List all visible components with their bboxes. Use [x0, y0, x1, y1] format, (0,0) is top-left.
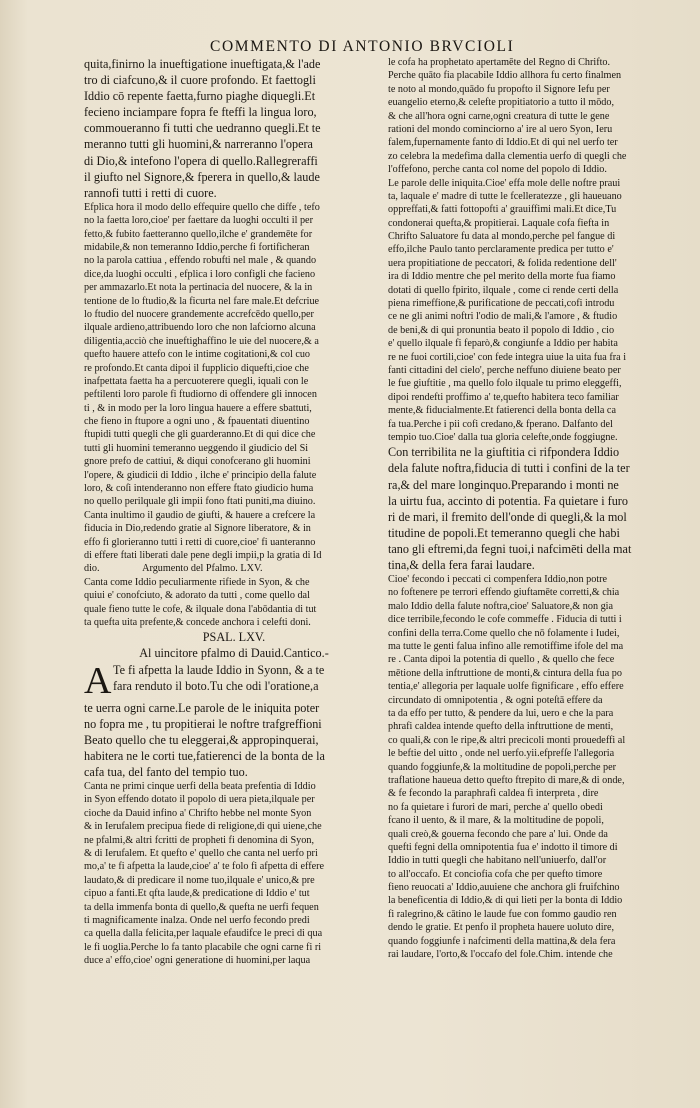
- text-line: phrafi caldea intende quefto della inftruttione de menti,: [388, 721, 614, 733]
- text-line: rannofi tutti i retti di cuore.: [84, 185, 217, 200]
- text-line: Le parole delle iniquita.Cioe' effa mole delle noftre praui: [388, 177, 621, 189]
- text-line: effo,ilche Paulo tanto perclaramente predica per tutto e': [388, 244, 614, 256]
- text-line: che fieno in ftupore a ogni uno , & fpauentati diuentino: [84, 416, 310, 428]
- text-line: cipuo a fanti.Et qfta laude,& predicatione di Iddio e' tut: [84, 888, 310, 900]
- text-line: lo ftudio del nuocere grandemente accrefcēdo quello,per: [84, 308, 314, 320]
- psalm-text-first-lines: [84, 662, 384, 694]
- right-commentary-bottom: [388, 573, 690, 961]
- text-line: le fue giuftitie , ma quello folo ilquale tu primo eleggeffi,: [388, 378, 622, 390]
- text-line: dipoi rendefti proffimo a' te,quefto habitera teco familiar: [388, 391, 619, 403]
- text-line: quiui e' conofciuto, & adorato da tutti , come quello dal: [84, 590, 310, 602]
- text-line: gnore prefo de cattiui, & diqui conofcerano gli huomini: [84, 456, 311, 468]
- left-commentary-explanation: [84, 201, 384, 563]
- text-line: commoueranno fi tutti che uedranno quegli.Et te: [84, 121, 321, 136]
- text-line: quando foggiunfe i nafcimenti della mattina,& dela fera: [388, 935, 616, 947]
- text-line: e' quello ilquale fi feparò,& congiunfe a Iddio per habita: [388, 338, 618, 350]
- right-column: [388, 56, 690, 1096]
- text-line: Iddio cō repente faetta,furno piaghe diquegli.Et: [84, 89, 316, 104]
- text-line: fa tua.Perche i pii cofi credano,& fperano. Dalfanto del: [388, 418, 613, 430]
- text-line: Canta come Iddio peculiarmente rifiede in Syon, & che: [84, 576, 310, 588]
- text-line: traflatione haueua detto quefto ftrepito di mare,& di onde,: [388, 774, 625, 786]
- text-line: ra,& del mare longinquo.Preparando i monti ne: [388, 477, 619, 492]
- psalm-opening: [84, 659, 384, 702]
- text-line: re ne fuoi cortili,cioe' con fede integra uiue la uita fua fra i: [388, 351, 627, 363]
- text-line: ri de mari, il fremito dell'onde di quegli,& la mol: [388, 509, 627, 524]
- text-line: l'opere, & giudicii di Iddio , ilche e' principio della falute: [84, 469, 317, 481]
- text-line: re . Canta dipoi la potentia di quello , & quello che fece: [388, 654, 615, 666]
- text-line: meranno tutti gli huomini,& narreranno l'opera: [84, 137, 313, 152]
- text-line: falem,fupernamente fanto di Iddio.Et di qui nel uerfo ter: [388, 137, 618, 149]
- text-line: di Dio,& intefono l'opera di quello.Rallegreraffi: [84, 153, 318, 168]
- text-line: to all'occafo. Et conciofia cofa che per quefto timore: [388, 868, 603, 880]
- text-line: dotati di quello fpirito, ilquale , come ci rende certi della: [388, 284, 619, 296]
- text-line: mo,a' te fi afpetta la laude,cioe' a' te folo fi afpetta di effere: [84, 861, 325, 873]
- text-line: circundato di omnipotentia , & ogni poteſtā effere da: [388, 694, 603, 706]
- text-line: fetto,& fubito faetteranno quello,ilche e' grandemēte for: [84, 228, 313, 240]
- text-line: no quello perilquale gli impii fono ftati puniti,ma diuino.: [84, 496, 316, 508]
- text-line: confini della terra.Come quello che nō folamente i Iudei,: [388, 627, 620, 639]
- text-line: titudine de popoli.Et temeranno quegli che habi: [388, 525, 620, 540]
- text-line: ta della immenfa bonta di quello,& quefta ne uerfi fequen: [84, 901, 319, 913]
- text-line: per ammazarlo.Et nota la pertinacia del nuocere, & la in: [84, 282, 313, 294]
- argument-text: [84, 576, 384, 630]
- text-line: Te fi afpetta la laude Iddio in Syonn, & a te: [113, 662, 325, 677]
- argument-line: [84, 562, 384, 575]
- argument-title: Argumento del Pfalmo. LXV.: [142, 563, 263, 575]
- psalm-heading: Al uincitore pfalmo di Dauid.Cantico.-: [139, 646, 329, 661]
- argument-lead: dio.: [84, 563, 100, 575]
- text-line: fiducia in Dio,redendo gratie al Signore liberatore, & in: [84, 523, 311, 535]
- text-line: mente,& fiducialmente.Et fatierenci della bonta della ca: [388, 405, 616, 417]
- text-line: loro, & coſi intenderanno non effere ftato giudicio huma: [84, 483, 314, 495]
- text-line: euangelio eterno,& celefte propitiatorio a tutto il mōdo,: [388, 97, 615, 109]
- text-line: ti magnificamente inalza. Onde nel uerfo fecondo predi: [84, 914, 310, 926]
- text-line: ti , & in modo per la loro lingua hauere a effere sbattuti,: [84, 402, 312, 414]
- text-line: diligentia,acciò che inueftighaffino le uie del nuocere,& a: [84, 335, 319, 347]
- text-line: no la faetta loro,cioe' per faettare da luoghi occulti il per: [84, 215, 313, 227]
- text-line: ne pfalmi,& altri fcritti de propheti fi denomina di Syon,: [84, 834, 315, 846]
- text-line: condonerai quefta,& propitierai. Laquale cofa fiefta in: [388, 217, 610, 229]
- text-line: & fe fecondo la paraphrafi caldea fi interpreta , dire: [388, 788, 599, 800]
- text-line: cioche da Dauid infino a' Chrifto hebbe nel monte Syon: [84, 807, 312, 819]
- text-line: tutti gli huomini temeranno ueggendo il giudicio del Si: [84, 442, 309, 454]
- text-line: effo fi glorieranno tutti i retti di cuore,cioe' fi uanteranno: [84, 536, 316, 548]
- text-line: quefto hauere attefo con le intime cogitationi,& col cuo: [84, 349, 311, 361]
- text-line: dice terribile,fecondo le cofe commeffe . Fiducia di tutti i: [388, 614, 622, 626]
- text-line: Canta inultimo il gaudio de giufti, & hauere a crefcere la: [84, 509, 316, 521]
- text-line: fara renduto il boto.Tu che odi l'oratione,a: [113, 678, 319, 693]
- text-line: dendo le gratie. Et penfo il propheta hauere uoluto dire,: [388, 922, 615, 934]
- text-line: no la parola cattiua , effendo robufti nel male , & quando: [84, 255, 317, 267]
- text-line: tentione de lo ftudio,& la ficurta nel fare male.Et defcriue: [84, 295, 320, 307]
- text-line: Canta ne primi cinque uerfi della beata prefentia di Iddio: [84, 781, 316, 792]
- text-line: cafa tua, del fanto del tempio tuo.: [84, 764, 248, 779]
- text-line: te uerra ogni carne.Le parole de le iniquita poter: [84, 700, 320, 715]
- left-column: [84, 56, 384, 1096]
- text-line: oppreffati,& fatti fottopofti a' grauiffimi mali.Et dice,Tu: [388, 204, 617, 216]
- text-line: ta quefta uita prefente,& concede anchora i celefti doni.: [84, 616, 311, 628]
- text-line: la beneficentia di Iddio,& di qui lieti per la bonta di Iddio: [388, 895, 623, 907]
- text-line: duce a' effo,cioe' ogni generatione di huomini,per laqua: [84, 955, 311, 967]
- text-line: in Syon effendo dotato il popolo di uera pieta,ilquale per: [84, 794, 315, 806]
- text-line: ira di Iddio mentre che pel merito della morte fua fiamo: [388, 271, 616, 283]
- text-line: le fi uoglia.Perche lo fa tanto placabile che ogni carne fi ri: [84, 941, 322, 953]
- drop-cap-initial: A: [84, 659, 112, 702]
- text-line: ilquale ardieno,attribuendo loro che non lafciorno alcuna: [84, 322, 316, 334]
- text-line: te noto al mondo,quādo fu propofto il Signore Iefu per: [388, 83, 610, 95]
- text-line: fcano il uento, & il mare, & la moltitudine de popoli,: [388, 815, 604, 827]
- text-line: quefti fegni della omnipotentia fua e' indotto il timore di: [388, 841, 618, 853]
- text-line: midabile,& non temeranno Iddio,perche fi fortificheran: [84, 242, 310, 254]
- text-line: fanti cittadini del cielo', perche neffuno diuiene beato per: [388, 364, 621, 376]
- text-line: tano gli eftremi,da fegni tuoi,i nafcimēti della mat: [388, 541, 632, 556]
- left-commentary-bottom: [84, 780, 384, 967]
- text-line: fecieno inciampare fopra fe fteffi la lingua loro,: [84, 105, 317, 120]
- text-line: Chrifto Saluatore fu data al mondo,perche pel fangue di: [388, 231, 616, 243]
- text-line: inafpettata faetta ha a percuoterere quegli, iquali con le: [84, 375, 309, 387]
- text-line: re profondo.Et canta dipoi il fupplicio diquefti,cioe che: [84, 362, 309, 374]
- text-line: piena rimeffione,& purificatione de peccati,cofi introdu: [388, 298, 615, 310]
- text-line: ce ne gli animi noftri l'odio de mali,& l'amore , & ftudio: [388, 311, 618, 323]
- left-commentary-top: [84, 56, 384, 201]
- text-line: tentia,e' allegoria per laquale uolfe fignificare , effo effere: [388, 681, 624, 693]
- text-line: de beni,& di qui pronuntia beato il popolo di Iddio , cio: [388, 324, 615, 336]
- psalm-number: PSAL. LXV.: [202, 630, 266, 645]
- text-line: la uirtu fua, accinto di potentia. Fa quietare i furo: [388, 493, 628, 508]
- text-line: no foftenere pe terrori effendo giuftamēte corretti,& chia: [388, 587, 620, 599]
- running-header: COMMENTO DI ANTONIO BRVCIOLI: [210, 38, 515, 55]
- right-commentary-top: [388, 56, 690, 444]
- text-line: habitera ne le corti tue,fatierenci de la bonta de la: [84, 748, 325, 763]
- text-line: dice,da luoghi occulti , efplica i loro configli che facieno: [84, 268, 316, 280]
- text-line: tina,& della fera farai laudare.: [388, 557, 535, 572]
- text-line: quali creò,& gouerna fecondo che pare a' lui. Onde da: [388, 828, 608, 840]
- text-line: di effere ftati liberati dale pene degli impii,p la gratia di Id: [84, 550, 322, 561]
- text-line: peftilenti loro parole fi ftudiorno di offendere gli innocen: [84, 389, 317, 401]
- text-line: & di Ierufalem. Et quefto e' quello che canta nel uerfo pri: [84, 847, 318, 859]
- text-line: ca quella dalla felicita,per laquale efaudifce le preci di qua: [84, 928, 323, 940]
- text-line: Efplica hora il modo dello effequire quello che diffe , tefo: [84, 201, 320, 213]
- text-line: quando foggiunfe,& la moltitudine de popoli,perche per: [388, 761, 617, 773]
- text-line: quale fieno tutte le cofe, & ilquale dona l'abōdantia di tut: [84, 603, 317, 615]
- text-line: il giufto nel Signore,& fperera in quello,& laude: [84, 169, 320, 184]
- text-line: l'offefono, perche canta col nome del popolo di Iddio.: [388, 164, 607, 176]
- text-line: ta, laquale e' madre di tutte le fcelleratezze , gli haueuano: [388, 190, 622, 202]
- text-line: & che all'hora ogni carne,ogni creatura di tutte le gene: [388, 110, 610, 122]
- text-line: no fa quietare i furori de mari, perche a' quello obedi: [388, 801, 603, 813]
- text-line: fi ralegrino,& cātino le laude fue con fommo gaudio ren: [388, 908, 617, 920]
- text-line: tro di ciafcuno,& il cuore profondo. Et faettogli: [84, 73, 316, 88]
- text-line: fieno reuocati a' Iddio,auuiene che anchora gli fruifchino: [388, 882, 620, 894]
- text-line: ta da effo per tutto, & pendere da lui, uero e che la para: [388, 707, 614, 719]
- text-line: co quali,& con le ripe,& altri precicoli monti prouedeffi al: [388, 734, 626, 746]
- text-line: rai laudare, l'orto,& l'occafo del fole.Chim. intende che: [388, 949, 613, 961]
- text-line: ftupidi tutti quegli che gli guarderanno.Et di qui dice che: [84, 429, 316, 441]
- text-line: & in Ierufalem precipua fiede di religione,di qui uiene,che: [84, 821, 322, 833]
- text-line: quita,finirno la inueftigatione inueftigata,& l'ade: [84, 57, 321, 71]
- text-line: tempio tuo.Cioe' dalla tua gloria celefte,onde foggiugne.: [388, 431, 618, 443]
- text-line: no fopra me , tu propitierai le noftre trafgreffioni: [84, 716, 322, 731]
- text-line: malo Iddio della falute noftra,cioe' Saluatore,& non gia: [388, 600, 614, 612]
- text-line: Iddio in tutti quegli che habitano nell'uniuerfo, dall'or: [388, 855, 607, 867]
- text-line: rationi del mondo cominciorno a' ire al uero Syon, Ieru: [388, 123, 613, 135]
- text-line: Perche quāto fia placabile Iddio allhora fu certo finalmen: [388, 70, 622, 82]
- text-line: zo celebra la medefima dalla clementia uerfo di quegli che: [388, 150, 627, 162]
- right-psalm-text: [388, 444, 690, 573]
- text-line: uera propitiatione de peccatori, & folida redentione dell': [388, 257, 617, 269]
- psalm-text: [84, 700, 384, 780]
- text-line: Beato quello che tu eleggerai,& appropinquerai,: [84, 732, 319, 747]
- text-line: dela falute noftra,fiducia di tutti i confini de la ter: [388, 461, 630, 476]
- text-line: laudato,& di predicare il nome tuo,ilquale e' unico,& pre: [84, 874, 315, 886]
- text-line: ma tutte le genti falua infino alle remotiffime ifole del ma: [388, 641, 624, 653]
- text-line: Cioe' fecondo i peccati ci compenfera Iddio,non potre: [388, 574, 608, 586]
- text-line: le beftie del uitto , onde nel uerfo.yii.efprefſe l'allegoria: [388, 748, 615, 760]
- text-line: le cofa ha prophetato apertamēte del Regno di Chrifto.: [388, 57, 611, 68]
- text-line: Con terribilita ne la giuftitia ci rifpondera Iddio: [388, 445, 620, 460]
- text-line: mētione della inftruttione de monti,& cintura della fua po: [388, 667, 622, 679]
